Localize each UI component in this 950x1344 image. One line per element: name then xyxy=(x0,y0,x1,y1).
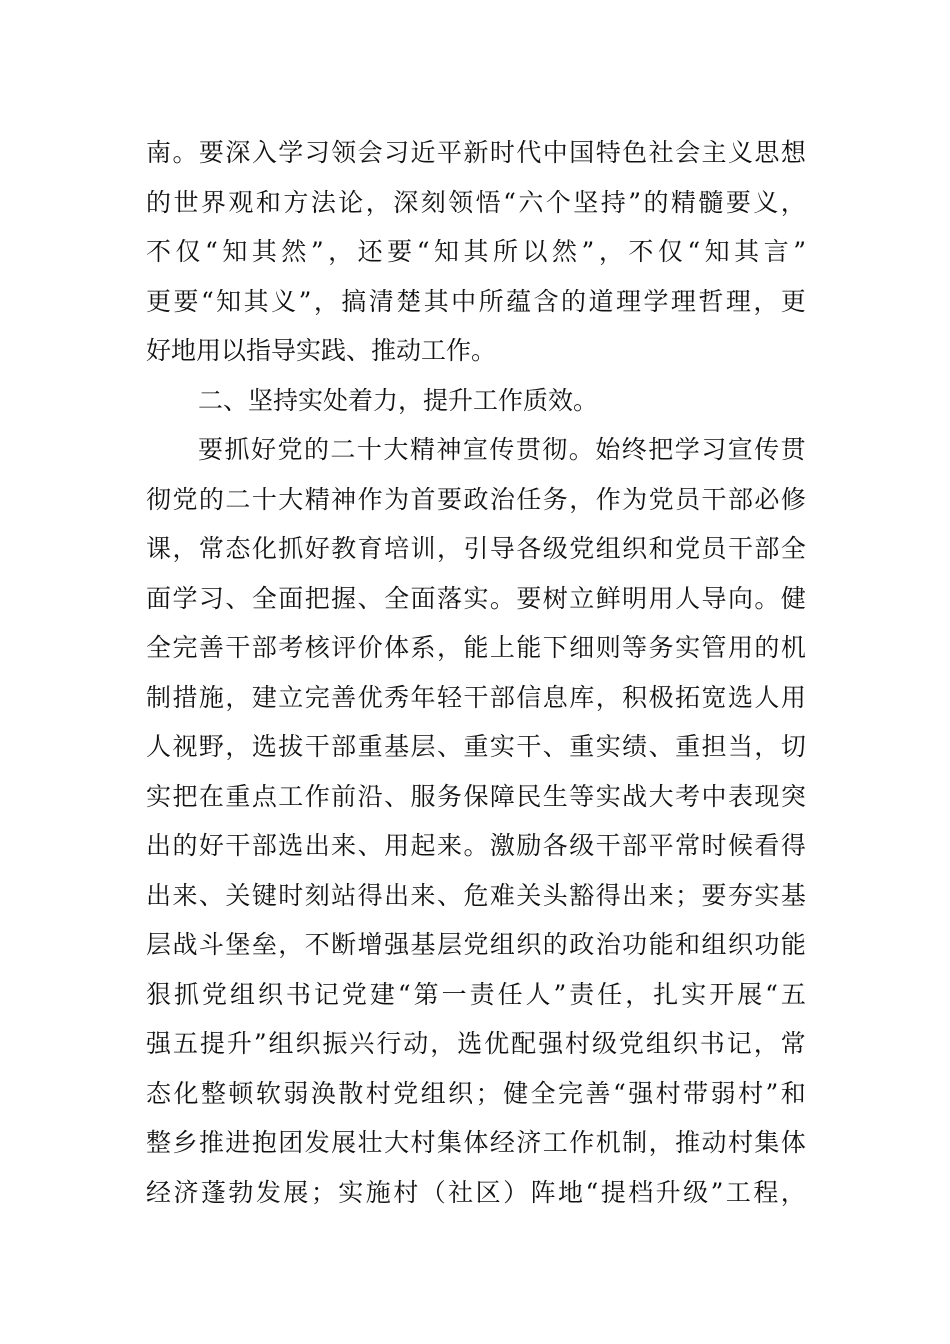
text-line: 面 学 习 、 全 面 把 握 、 全 面 落 实 。 要 树 立 鲜 明 用 人 导 向 。 健 xyxy=(146,583,806,613)
text-line: 的 世 界 观 和 方 法 论 ， 深 刻 领 悟 “ 六 个 坚 持 ” 的 精 髓 要 义 ， xyxy=(146,187,806,217)
text-line: 制 措 施 ， 建 立 完 善 优 秀 年 轻 干 部 信 息 库 ， 积 极 拓 宽 选 人 用 xyxy=(146,682,806,712)
text-line: 好地用以指导实践、推动工作。 xyxy=(146,336,497,365)
text-line: 出 来 、 关 键 时 刻 站 得 出 来 、 危 难 关 头 豁 得 出 来 ； 要 夯 实 基 xyxy=(146,880,806,910)
text-line: 南 。 要 深 入 学 习 领 会 习 近 平 新 时 代 中 国 特 色 社 会 主 义 思 想 xyxy=(146,138,806,167)
text-line: 不 仅 “ 知 其 然 ” ， 还 要 “ 知 其 所 以 然 ” ， 不 仅 “ 知 其 言 ” xyxy=(146,237,806,266)
text-line: 实 把 在 重 点 工 作 前 沿 、 服 务 保 障 民 生 等 实 战 大 考 中 表 现 突 xyxy=(146,781,806,811)
text-line: 课 ， 常 态 化 抓 好 教 育 培 训 ， 引 导 各 级 党 组 织 和 党 员 干 部 全 xyxy=(146,534,806,563)
text-line: 狠 抓 党 组 织 书 记 党 建 “ 第 一 责 任 人 ” 责 任 ， 扎 实 开 展 “ 五 xyxy=(146,979,806,1009)
text-line: 经 济 蓬 勃 发 展 ； 实 施 村 （ 社 区 ） 阵 地 “ 提 档 升 级 ” 工 程 ， xyxy=(146,1177,806,1207)
section-heading: 二、坚持实处着力，提升工作质效。 xyxy=(198,385,599,415)
text-line: 层 战 斗 堡 垒 ， 不 断 增 强 基 层 党 组 织 的 政 治 功 能 和 组 织 功 能 xyxy=(146,930,806,959)
text-line: 出 的 好 干 部 选 出 来 、 用 起 来 。 激 励 各 级 干 部 平 常 时 候 看 得 xyxy=(146,831,806,860)
text-line: 整 乡 推 进 抱 团 发 展 壮 大 村 集 体 经 济 工 作 机 制 ， 推 动 村 集 体 xyxy=(146,1128,806,1157)
text-line: 强 五 提 升 ” 组 织 振 兴 行 动 ， 选 优 配 强 村 级 党 组 织 书 记 ， 常 xyxy=(146,1029,806,1058)
text-line: 彻 党 的 二 十 大 精 神 作 为 首 要 政 治 任 务 ， 作 为 党 员 干 部 必 修 xyxy=(146,484,806,514)
text-line: 全 完 善 干 部 考 核 评 价 体 系 ， 能 上 能 下 细 则 等 务 实 管 用 的 机 xyxy=(146,633,806,662)
paragraph-first-line: 要 抓 好 党 的 二 十 大 精 神 宣 传 贯 彻 。 始 终 把 学 习 宣 传 贯 xyxy=(198,435,806,464)
text-line: 态 化 整 顿 软 弱 涣 散 村 党 组 织 ； 健 全 完 善 “ 强 村 带 弱 村 ” 和 xyxy=(146,1078,806,1108)
text-line: 更 要 “ 知 其 义 ” ， 搞 清 楚 其 中 所 蕴 含 的 道 理 学 理 哲 理 ， 更 xyxy=(146,286,806,316)
document-page xyxy=(146,128,806,1217)
text-line: 人 视 野 ， 选 拔 干 部 重 基 层 、 重 实 干 、 重 实 绩 、 重 担 当 ， 切 xyxy=(146,732,806,761)
